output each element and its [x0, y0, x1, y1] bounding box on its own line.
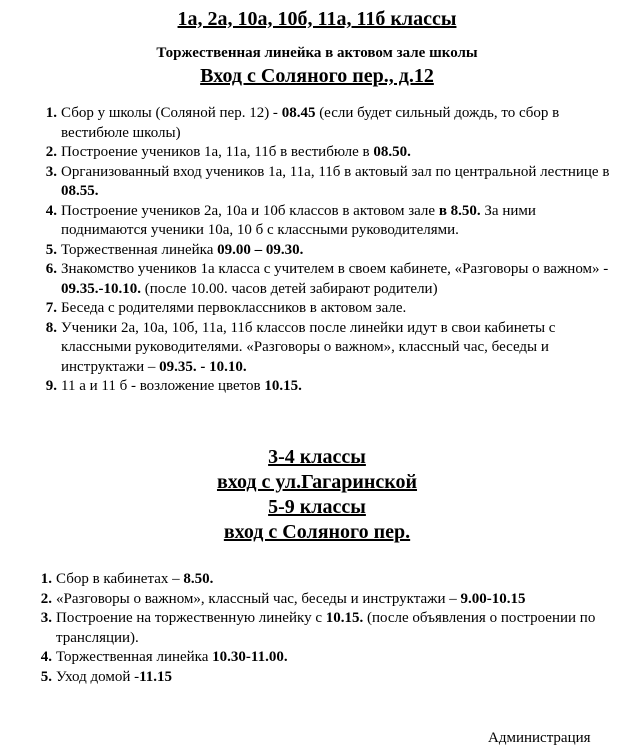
list-item-number: 2.	[40, 590, 52, 607]
list-item-text: 11 а и 11 б - возложение цветов	[61, 378, 265, 394]
list-item-number: 9.	[45, 378, 57, 394]
list-item-text: Сбор у школы (Соляной пер. 12) -	[61, 105, 282, 121]
list-item-number: 6.	[45, 261, 57, 277]
list-item-time: 09.35.-10.10.	[61, 280, 141, 297]
list-item-text: (если будет сильный дождь, то сбор в вестибюле школы)	[61, 105, 560, 141]
list-item	[40, 590, 621, 610]
list-item-number: 4.	[40, 649, 52, 665]
list-item	[45, 260, 616, 299]
list-item	[45, 319, 616, 378]
list-item	[45, 377, 616, 397]
grades-3-4-heading: 3-4 классы	[268, 446, 366, 468]
list-item	[40, 609, 621, 648]
list-item-number: 4.	[45, 202, 57, 219]
list-item-time: 10.15.	[264, 378, 302, 394]
list-item-time: 08.50.	[373, 144, 411, 160]
list-item	[40, 668, 621, 688]
list-item-text: Уход домой -	[56, 668, 140, 685]
schedule-list-senior	[45, 104, 616, 397]
list-item-number: 1.	[40, 571, 52, 587]
list-item	[45, 202, 616, 241]
list-item	[45, 299, 616, 319]
list-item-number: 2.	[45, 144, 57, 160]
list-item-text: Построение на торжественную линейку с	[56, 610, 326, 626]
page-title: 1а, 2а, 10а, 10б, 11а, 11б классы	[177, 8, 457, 30]
list-item	[45, 241, 616, 261]
entrance-solyanoy-heading: вход с Соляного пер.	[223, 521, 411, 543]
entrance-heading: Вход с Соляного пер., д.12	[200, 65, 434, 87]
list-item-text: (после объявления о построении по трансляции).	[56, 610, 596, 646]
list-item-number: 5.	[40, 668, 52, 685]
list-item-text: Построение учеников 1а, 11а, 11б в вестибюле в	[61, 144, 374, 160]
list-item-number: 8.	[45, 319, 57, 336]
list-item-time: 11.15	[139, 668, 173, 685]
list-item-number: 1.	[45, 105, 57, 121]
list-item-time: 09.00 – 09.30.	[217, 241, 304, 258]
schedule-list-middle	[40, 570, 621, 687]
list-item	[40, 648, 621, 668]
list-item-text: Ученики 2а, 10а, 10б, 11а, 11б классов после линейки идут в свои кабинеты с классными руководителями. «Разговоры о важном», классный час, беседы и инструктажи –	[61, 319, 556, 375]
list-item	[45, 104, 616, 143]
list-item-text: Торжественная линейка	[61, 241, 218, 258]
list-item-time: 8.50.	[183, 571, 214, 587]
event-subtitle: Торжественная линейка в актовом зале школы	[156, 45, 478, 61]
list-item-time: 09.35. - 10.10.	[159, 358, 247, 375]
list-item-time: 08.55.	[61, 183, 99, 199]
list-item-text: Беседа с родителями первоклассников в актовом зале.	[61, 300, 407, 316]
list-item-time: 9.00-10.15	[460, 590, 526, 607]
list-item-text: «Разговоры о важном», классный час, беседы и инструктажи –	[56, 590, 461, 607]
grades-5-9-heading: 5-9 классы	[268, 496, 366, 518]
list-item-number: 3.	[45, 163, 57, 180]
list-item-text: Построение учеников 2а, 10а и 10б классов в актовом зале	[61, 202, 439, 219]
list-item-time: в 8.50.	[438, 202, 481, 219]
list-item-time: 10.15.	[325, 610, 364, 626]
list-item-text: (после 10.00. часов детей забирают родители)	[141, 280, 438, 297]
list-item-text: Организованный вход учеников 1а, 11а, 11б в актовый зал по центральной лестнице в	[61, 163, 610, 180]
list-item	[40, 570, 621, 590]
list-item-time: 10.30-11.00.	[212, 649, 288, 665]
list-item-text: Знакомство учеников 1а класса с учителем в своем кабинете, «Разговоры о важном» -	[61, 261, 609, 277]
list-item	[45, 143, 616, 163]
list-item-number: 3.	[40, 610, 52, 626]
list-item-number: 7.	[45, 300, 57, 316]
list-item-text: Сбор в кабинетах –	[56, 571, 184, 587]
list-item-text: Торжественная линейка	[56, 649, 213, 665]
entrance-gagarinskaya-heading: вход с ул.Гагаринской	[216, 471, 418, 493]
signature: Администрация	[488, 730, 591, 746]
list-item-time: 08.45	[281, 105, 316, 121]
list-item-text: За ними поднимаются ученики 10а, 10 б с классными руководителями.	[61, 202, 536, 238]
list-item-number: 5.	[45, 241, 57, 258]
list-item	[45, 163, 616, 202]
